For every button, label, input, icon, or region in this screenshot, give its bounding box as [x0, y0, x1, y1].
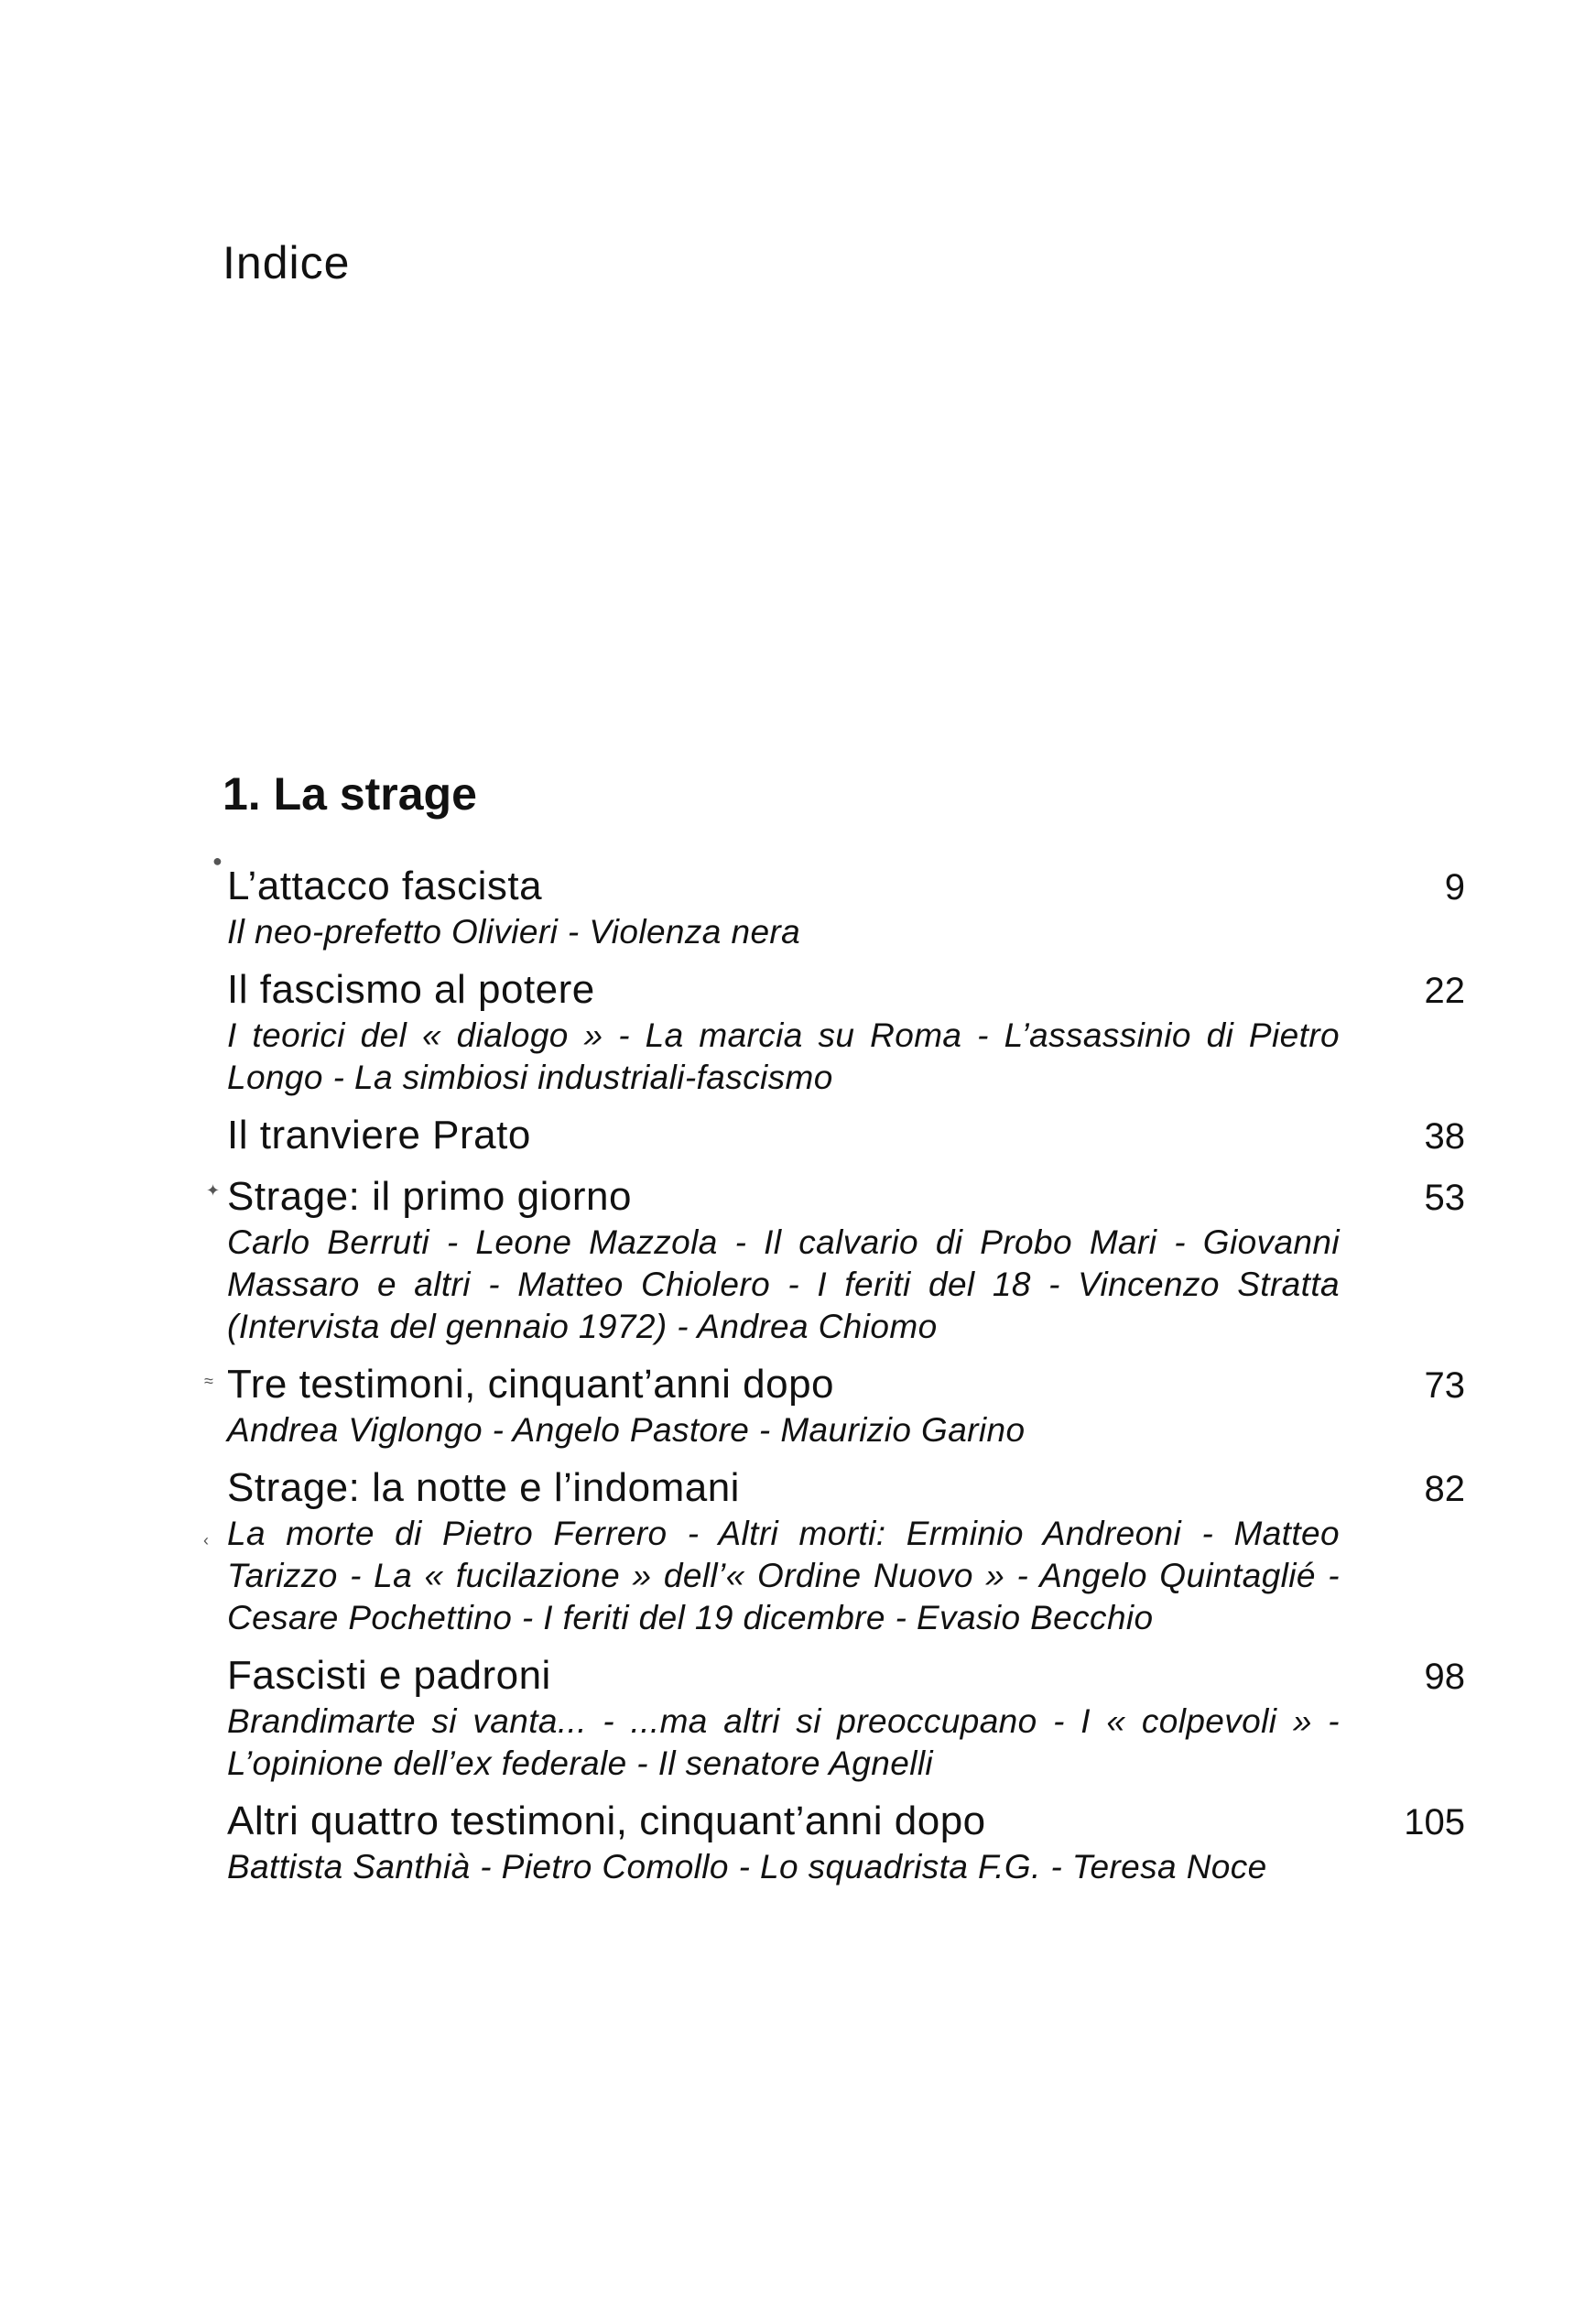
- entry-title: Strage: il primo giorno: [227, 1174, 632, 1219]
- entry-page-number: 98: [1424, 1657, 1465, 1697]
- toc-entry: [227, 1652, 1465, 1785]
- entry-page-number: 53: [1424, 1178, 1465, 1218]
- entry-title: Tre testimoni, cinquant’anni dopo: [227, 1362, 835, 1407]
- entry-page-number: 9: [1444, 867, 1465, 907]
- toc-entry: [227, 1464, 1465, 1639]
- entry-page-number: 105: [1404, 1802, 1465, 1842]
- scan-mark: ‹: [203, 1531, 209, 1549]
- entry-page-number: 22: [1424, 971, 1465, 1011]
- entry-page-number: 38: [1424, 1116, 1465, 1157]
- toc-entry: [227, 1112, 1465, 1160]
- entry-subtitle: Il neo-prefetto Olivieri - Violenza nera: [227, 913, 801, 951]
- entry-page-number: 73: [1424, 1365, 1465, 1406]
- entry-page-number: 82: [1424, 1469, 1465, 1509]
- table-of-contents: [227, 863, 1465, 1888]
- chapter-title: 1. La strage: [223, 768, 477, 820]
- entry-title: Altri quattro testimoni, cinquant’anni dopo: [227, 1799, 986, 1843]
- entry-title: Il fascismo al potere: [227, 967, 595, 1012]
- scan-mark: ✦: [206, 1181, 221, 1200]
- entry-subtitle: I teorici del « dialogo » - La marcia su Roma - L’assassinio di Pietro Longo - La simbiosi industriali-fascismo: [227, 1016, 1340, 1096]
- toc-entry: [227, 966, 1465, 1099]
- entry-subtitle: La morte di Pietro Ferrero - Altri morti: Erminio Andreoni - Matteo Tarizzo - La « fucilazione » dell’« Ordine Nuovo » - Angelo Quintaglié - Cesare Pochettino - I feriti del 19 dicembre - Evasio Becchio: [227, 1515, 1340, 1636]
- entry-subtitle: Andrea Viglongo - Angelo Pastore - Maurizio Garino: [227, 1411, 1026, 1449]
- toc-entry: [227, 863, 1465, 953]
- scan-mark: ●: [212, 852, 223, 870]
- entry-title: Strage: la notte e l’indomani: [227, 1465, 740, 1510]
- page-title: Indice: [223, 237, 351, 288]
- scan-mark: ≈: [204, 1372, 213, 1390]
- entry-title: Il tranviere Prato: [227, 1113, 531, 1157]
- entry-subtitle: Carlo Berruti - Leone Mazzola - Il calvario di Probo Mari - Giovanni Massaro e altri - Matteo Chiolero - I feriti del 18 - Vincenzo Stratta (Intervista del gennaio 1972) - Andrea Chiomo: [227, 1223, 1340, 1345]
- entry-subtitle: Battista Santhià - Pietro Comollo - Lo squadrista F.G. - Teresa Noce: [227, 1848, 1267, 1886]
- toc-entry: [227, 1361, 1465, 1451]
- toc-entry: [227, 1798, 1465, 1888]
- entry-title: L’attacco fascista: [227, 864, 543, 908]
- toc-entry: [227, 1173, 1465, 1348]
- entry-title: Fascisti e padroni: [227, 1653, 551, 1698]
- entry-subtitle: Brandimarte si vanta... - ...ma altri si preoccupano - I « colpevoli » - L’opinione dell’ex federale - Il senatore Agnelli: [227, 1702, 1340, 1782]
